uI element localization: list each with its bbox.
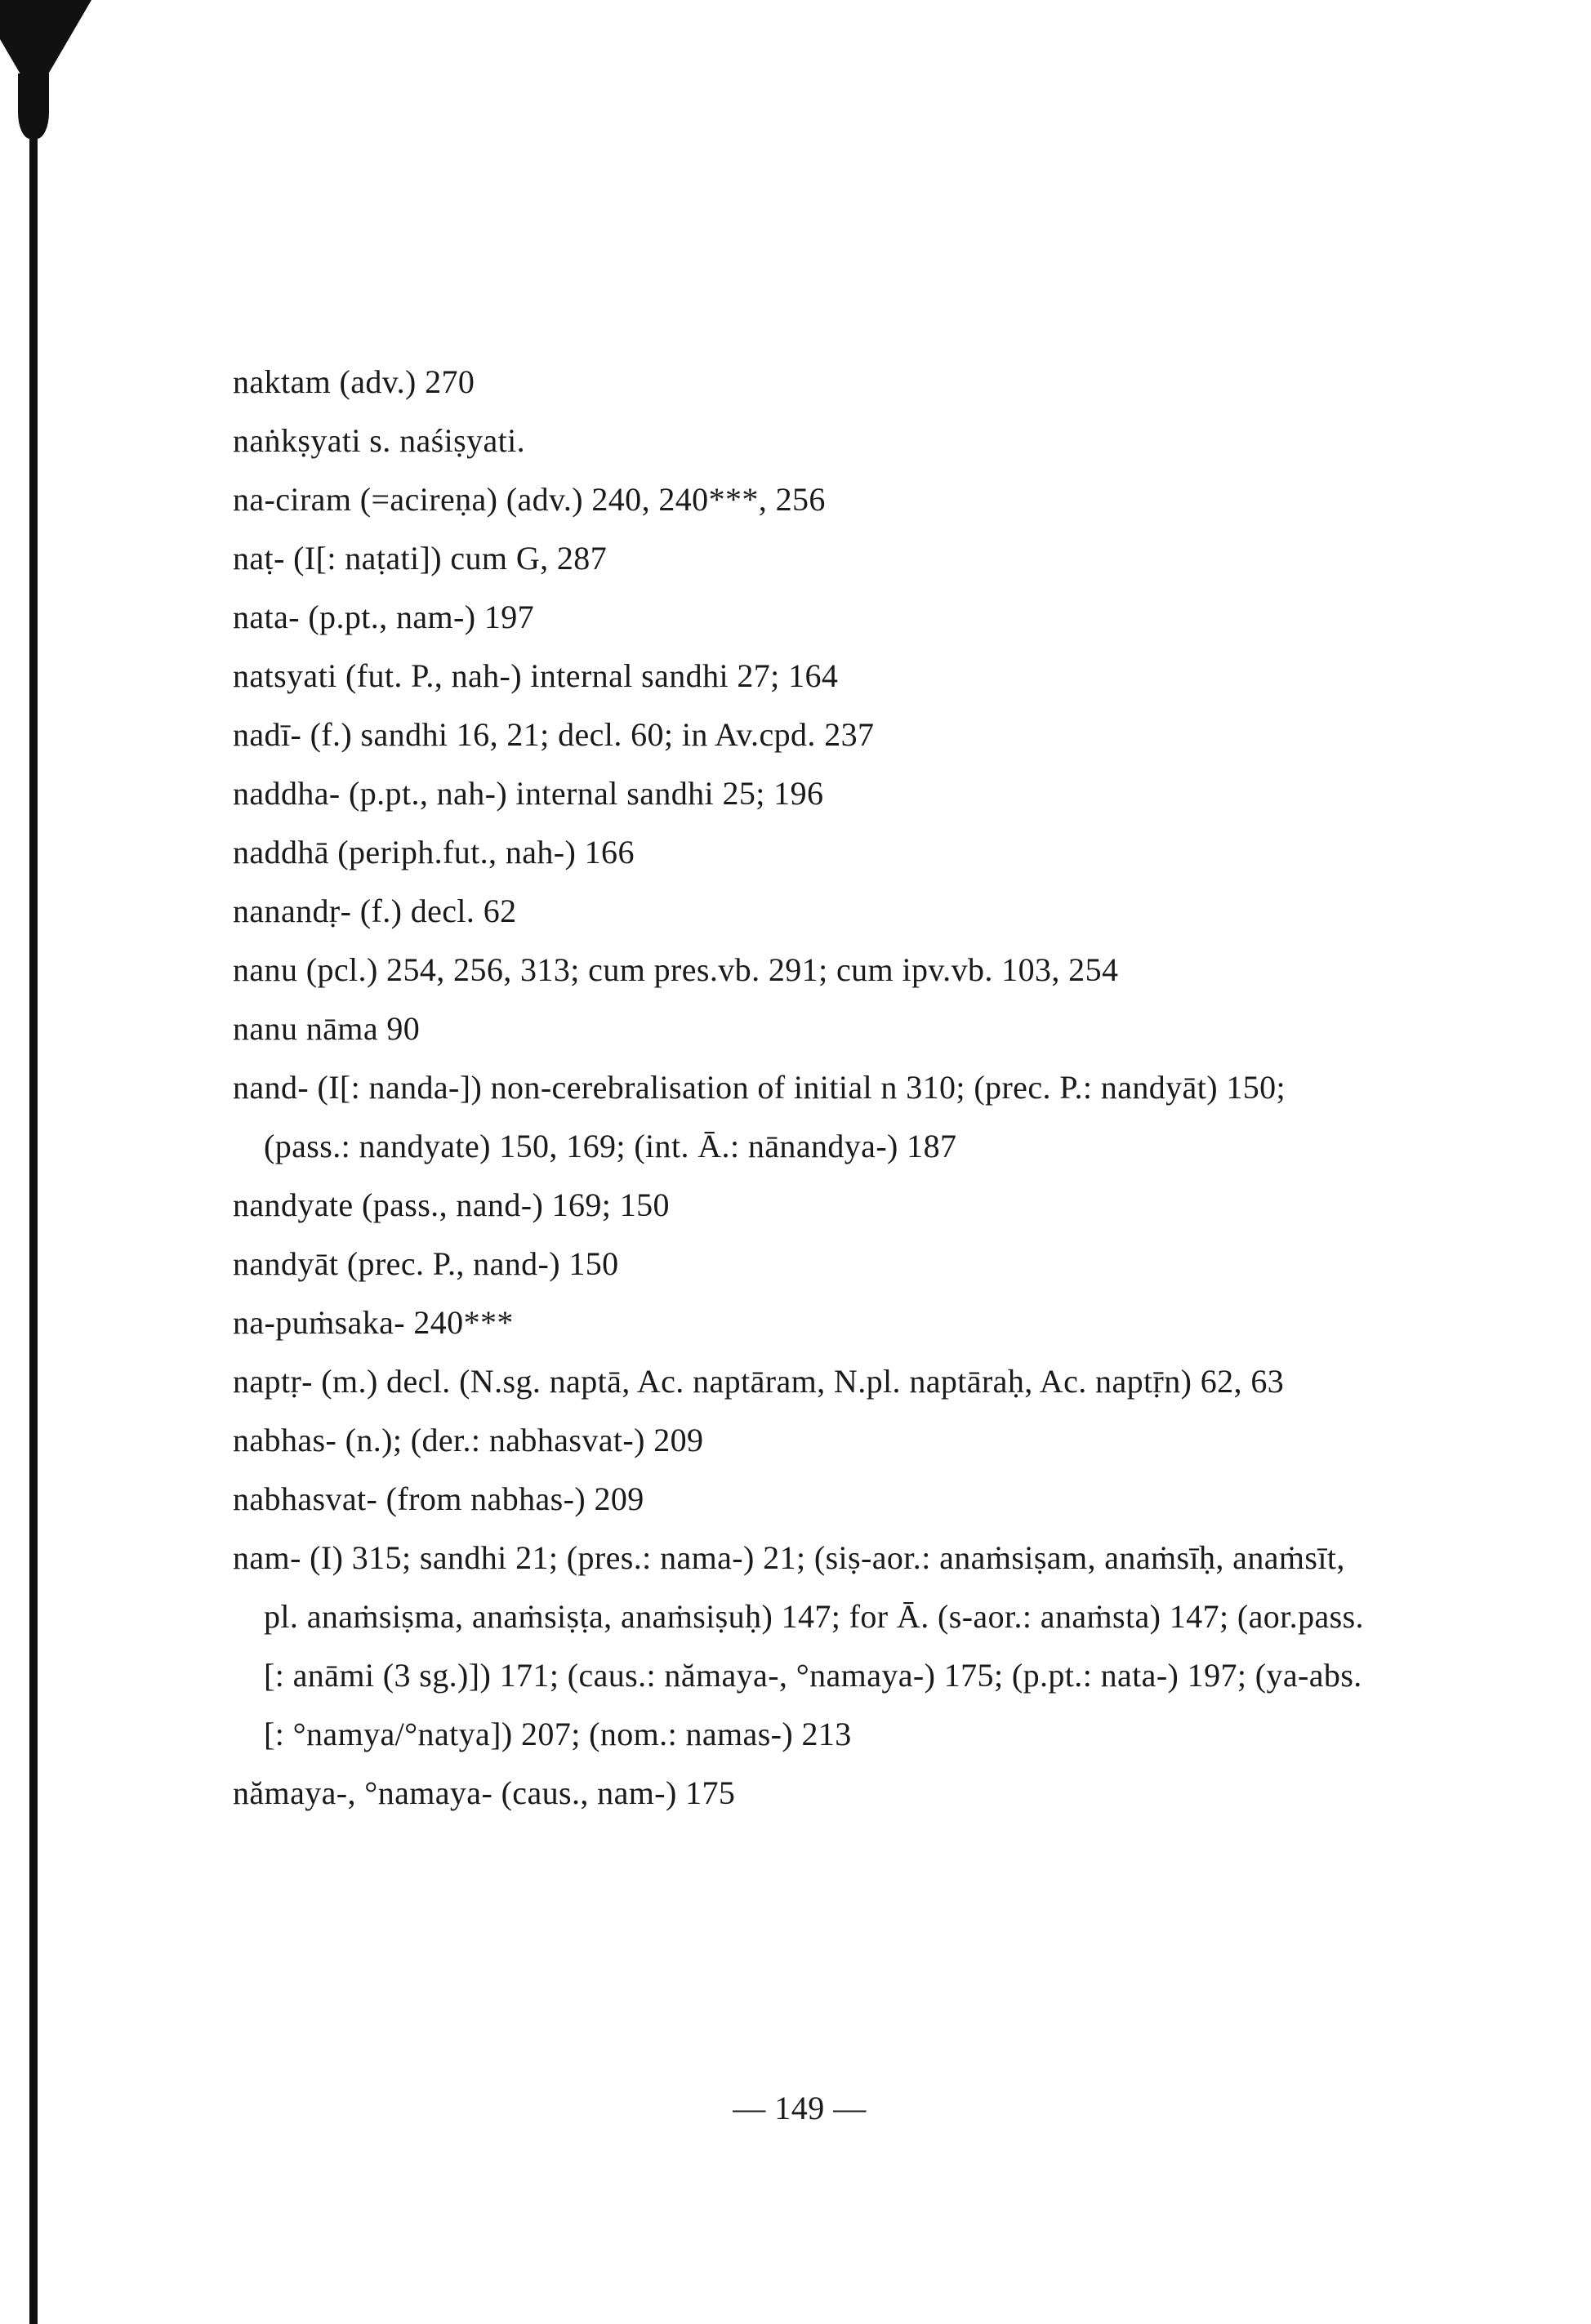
index-entry-naddha-periph: naddhā (periph.fut., nah-) 166 <box>233 834 635 870</box>
index-entry-nat: naṭ- (I[: naṭati]) cum G, 287 <box>233 540 608 577</box>
index-entry-nabhasvat: nabhasvat- (from nabhas-) 209 <box>233 1480 644 1517</box>
index-entry-nata: nata- (p.pt., nam-) 197 <box>233 599 535 635</box>
index-entry-nanu: nanu (pcl.) 254, 256, 313; cum pres.vb. 291; cum ipv.vb. 103, 254 <box>233 951 1119 988</box>
index-entry-naddha: naddha- (p.pt., nah-) internal sandhi 25; 196 <box>233 775 824 812</box>
binding-edge <box>29 0 38 2324</box>
index-entry-nanksyati: naṅkṣyati s. naśiṣyati. <box>233 422 526 459</box>
index-entry-namaya: nămaya-, °namaya- (caus., nam-) 175 <box>233 1774 736 1811</box>
page-number: — 149 — <box>733 2090 867 2126</box>
index-entry-nandyate: nandyate (pass., nand-) 169; 150 <box>233 1186 670 1223</box>
index-list <box>233 353 1376 1823</box>
index-entry-na-pumsaka: na-puṁsaka- 240*** <box>233 1304 514 1341</box>
index-entry-nanandr: nanandṛ- (f.) decl. 62 <box>233 893 517 929</box>
index-entry-nand: nand- (I[: nanda-]) non-cerebralisation of initial n 310; (prec. P.: nandyāt) 150; (pass.: nandyate) 150, 169; (int. Ā.: nānandya-) 187 <box>233 1069 1286 1164</box>
index-entry-nandyat: nandyāt (prec. P., nand-) 150 <box>233 1245 619 1282</box>
index-entry-natsyati: natsyati (fut. P., nah-) internal sandhi 27; 164 <box>233 657 839 694</box>
index-entry-naptr: naptṛ- (m.) decl. (N.sg. naptā, Ac. naptāram, N.pl. naptāraḥ, Ac. naptṝn) 62, 63 <box>233 1363 1285 1400</box>
index-entry-nadi: nadī- (f.) sandhi 16, 21; decl. 60; in Av.cpd. 237 <box>233 716 875 753</box>
index-entry-nam: nam- (I) 315; sandhi 21; (pres.: nama-) 21; (siṣ-aor.: anaṁsiṣam, anaṁsīḥ, anaṁsīt, pl. anaṁsiṣma, anaṁsiṣṭa, anaṁsiṣuḥ) 147; for Ā. (s-aor.: anaṁsta) 147; (aor.pass.[: anāmi (3 sg.)]) 171; (caus.: nămaya-, °namaya-) 175; (p.pt.: nata-) 197; (ya-abs.[: °namya/°natya]) 207; (nom.: namas-) 213 <box>233 1539 1364 1752</box>
index-entry-nabhas: nabhas- (n.); (der.: nabhasvat-) 209 <box>233 1422 704 1458</box>
index-entry-naktam: naktam (adv.) 270 <box>233 363 475 400</box>
index-entry-nanu-nama: nanu nāma 90 <box>233 1010 421 1047</box>
index-entry-na-ciram: na-ciram (=acireṇa) (adv.) 240, 240***, 256 <box>233 481 826 518</box>
